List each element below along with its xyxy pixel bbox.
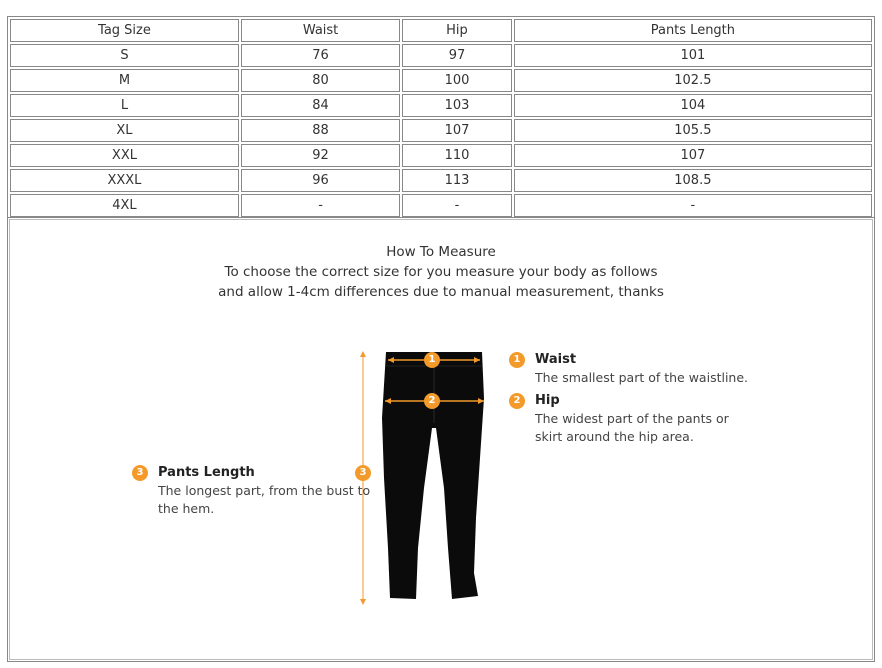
table-cell: M <box>10 69 239 92</box>
length-marker-badge: 3 <box>355 465 371 481</box>
length-title: Pants Length <box>158 465 255 480</box>
table-cell: XXXL <box>10 169 239 192</box>
table-header-cell: Hip <box>402 19 512 42</box>
table-cell: 104 <box>514 94 872 117</box>
table-cell: 92 <box>241 144 400 167</box>
table-header-row <box>10 19 872 42</box>
table-cell: XXL <box>10 144 239 167</box>
table-cell: 107 <box>514 144 872 167</box>
size-table-wrapper <box>7 16 875 220</box>
table-row <box>10 144 872 167</box>
table-cell: 103 <box>402 94 512 117</box>
table-header-cell: Pants Length <box>514 19 872 42</box>
measure-guide <box>7 217 875 662</box>
table-cell: 107 <box>402 119 512 142</box>
table-cell: 88 <box>241 119 400 142</box>
table-row <box>10 119 872 142</box>
table-row <box>10 169 872 192</box>
hip-marker-badge: 2 <box>424 393 440 409</box>
table-cell: 96 <box>241 169 400 192</box>
table-cell: - <box>241 194 400 217</box>
length-desc-line-2: the hem. <box>158 501 215 516</box>
pants-illustration <box>8 218 874 661</box>
guide-title: How To Measure <box>386 244 496 260</box>
table-header-cell: Tag Size <box>10 19 239 42</box>
table-cell: 101 <box>514 44 872 67</box>
hip-desc-line-1: The widest part of the pants or <box>535 411 729 426</box>
hip-note-badge: 2 <box>509 393 525 409</box>
pants-image <box>382 352 484 599</box>
length-desc-line-1: The longest part, from the bust to <box>158 483 371 498</box>
waist-marker-badge: 1 <box>424 352 440 368</box>
hip-desc-line-2: skirt around the hip area. <box>535 429 694 444</box>
table-cell: - <box>402 194 512 217</box>
hip-title: Hip <box>535 393 560 408</box>
table-cell: 100 <box>402 69 512 92</box>
size-table-body <box>10 19 872 217</box>
table-row <box>10 94 872 117</box>
length-note-badge: 3 <box>132 465 148 481</box>
table-row <box>10 44 872 67</box>
table-cell: 76 <box>241 44 400 67</box>
table-cell: XL <box>10 119 239 142</box>
table-cell: 110 <box>402 144 512 167</box>
waist-note-badge: 1 <box>509 352 525 368</box>
length-desc <box>158 482 370 518</box>
guide-line-2: and allow 1-4cm differences due to manual measurement, thanks <box>218 284 664 300</box>
table-row <box>10 194 872 217</box>
table-cell: 80 <box>241 69 400 92</box>
table-cell: S <box>10 44 239 67</box>
waist-title: Waist <box>535 352 577 367</box>
table-cell: 102.5 <box>514 69 872 92</box>
guide-line-1: To choose the correct size for you measure your body as follows <box>224 264 658 280</box>
table-cell: 113 <box>402 169 512 192</box>
table-row <box>10 69 872 92</box>
waist-desc: The smallest part of the waistline. <box>535 370 749 385</box>
table-cell: 4XL <box>10 194 239 217</box>
table-header-cell: Waist <box>241 19 400 42</box>
table-cell: 84 <box>241 94 400 117</box>
table-cell: - <box>514 194 872 217</box>
hip-desc <box>535 410 729 446</box>
table-cell: L <box>10 94 239 117</box>
table-cell: 108.5 <box>514 169 872 192</box>
table-cell: 105.5 <box>514 119 872 142</box>
table-cell: 97 <box>402 44 512 67</box>
size-table <box>7 16 875 220</box>
